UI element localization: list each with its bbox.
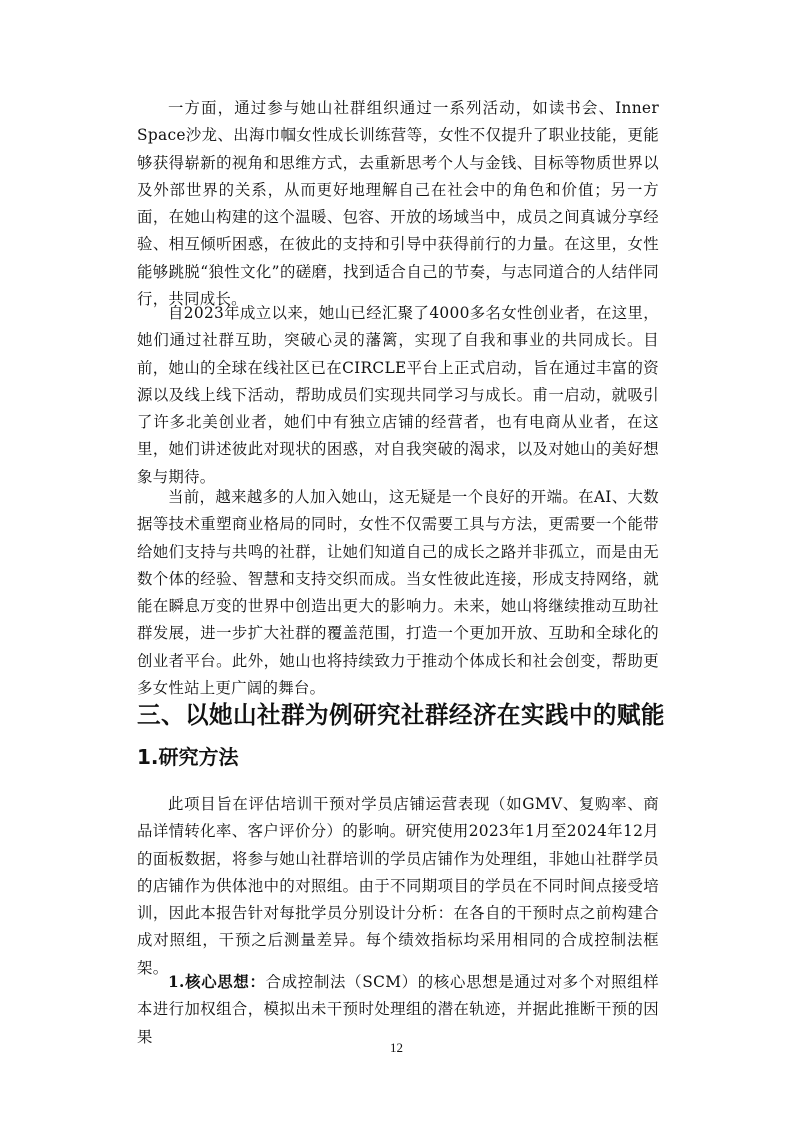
body-paragraph: 一方面，通过参与她山社群组织通过一系列活动，如读书会、Inner Space沙龙、出海巾帼女性成长训练营等，女性不仅提升了职业技能，更能够获得崭新的视角和思维方式，去重新思考个人与金钱、目标等物质世界以及外部世界的关系，从而更好地理解自己在社会中的角色和价值；另一方面，在她山构建的这个温暖、包容、开放的场域当中，成员之间真诚分享经验、相互倾听困惑，在彼此的支持和引导中获得前行的力量。在这里，女性能够跳脱“狼性文化”的磋磨，找到适合自己的节奏，与志同道合的人结伴同行，共同成长。 [137, 99, 659, 309]
section-heading: 三、以她山社群为例研究社群经济在实践中的赋能 [137, 701, 665, 729]
body-paragraph: 自2023年成立以来，她山已经汇聚了4000多名女性创业者，在这里，她们通过社群互助，突破心灵的藩篱，实现了自我和事业的共同成长。目前，她山的全球在线社区已在CIRCLE平台上正式启动，旨在通过丰富的资源以及线上线下活动，帮助成员们实现共同学习与成长。甫一启动，就吸引了许多北美创业者，她们中有独立店铺的经营者，也有电商从业者，在这里，她们讲述彼此对现状的困惑，对自我突破的渴求，以及对她山的美好想象与期待。 [137, 304, 659, 486]
body-paragraph: 此项目旨在评估培训干预对学员店铺运营表现（如GMV、复购率、商品详情转化率、客户评价分）的影响。研究使用2023年1月至2024年12月的面板数据，将参与她山社群培训的学员店铺作为处理组，非她山社群学员的店铺作为供体池中的对照组。由于不同期项目的学员在不同时间点接受培训，因此本报告针对每批学员分别设计分析：在各自的干预时点之前构建合成对照组，干预之后测量差异。每个绩效指标均采用相同的合成控制法框架。 [137, 795, 659, 977]
body-paragraph: 当前，越来越多的人加入她山，这无疑是一个良好的开端。在AI、大数据等技术重塑商业格局的同时，女性不仅需要工具与方法，更需要一个能带给她们支持与共鸣的社群，让她们知道自己的成长之路并非孤立，而是由无数个体的经验、智慧和支持交织而成。当女性彼此连接，形成支持网络，就能在瞬息万变的世界中创造出更大的影响力。未来，她山将继续推动互助社群发展，进一步扩大社群的覆盖范围，打造一个更加开放、互助和全球化的创业者平台。此外，她山也将持续致力于推动个体成长和社会创变，帮助更多女性站上更广阔的舞台。 [137, 488, 659, 698]
paragraph-lead: 1.核心思想： [168, 973, 266, 991]
page-number: 12 [390, 1040, 403, 1055]
paragraph-body: 合成控制法（SCM）的核心思想是通过对多个对照组样本进行加权组合，模拟出未干预时处理组的潜在轨迹，并据此推断干预的因果 [137, 973, 659, 1046]
body-paragraph [137, 969, 659, 1051]
subsection-heading: 1.研究方法 [137, 745, 239, 769]
